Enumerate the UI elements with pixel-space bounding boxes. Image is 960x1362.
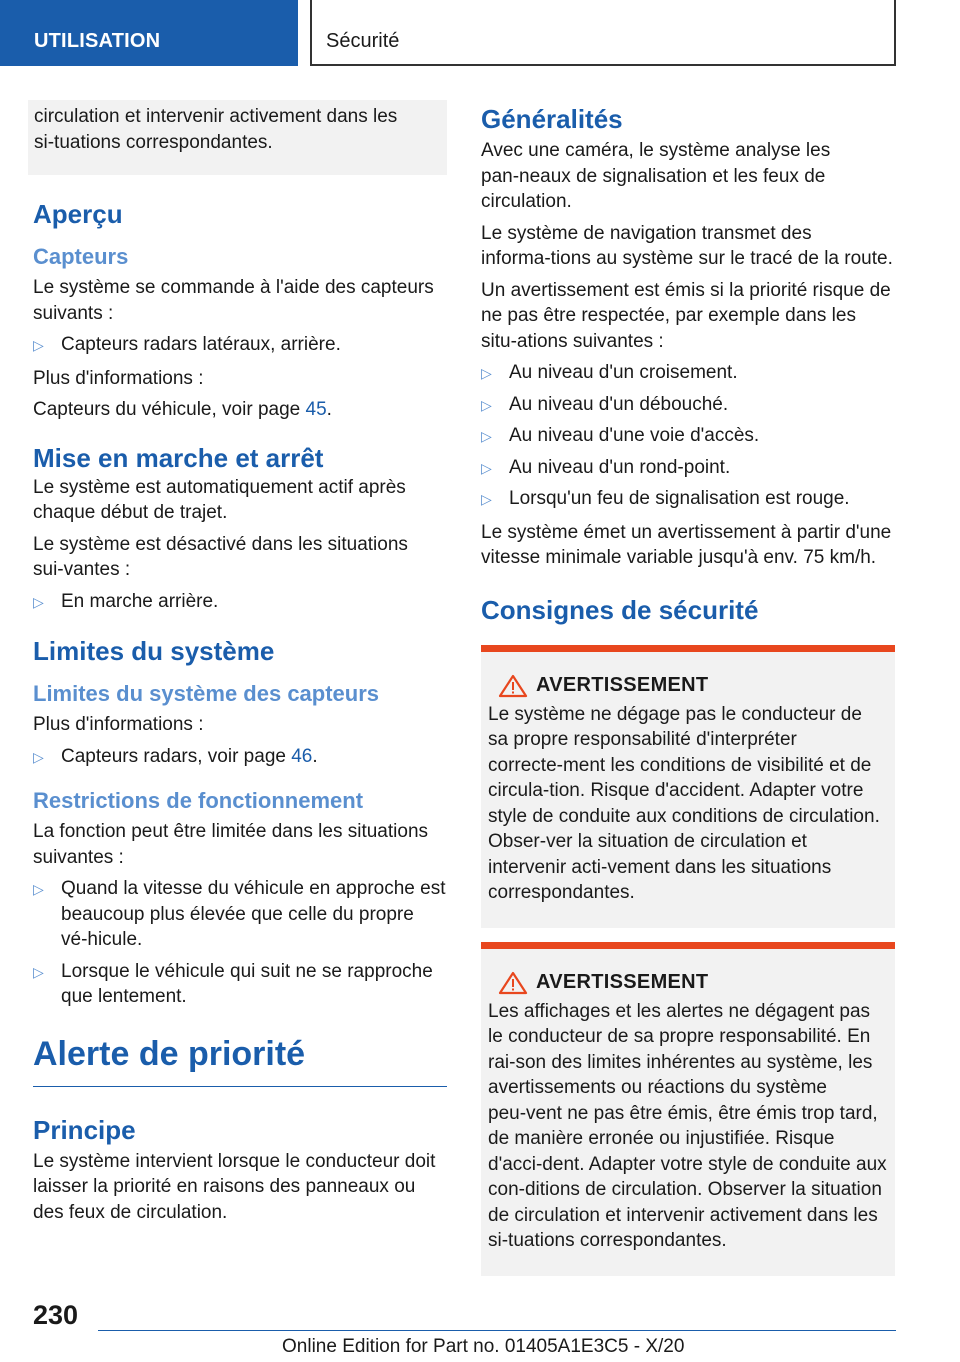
heading-limites: Limites du système bbox=[33, 636, 275, 666]
capteurs-list bbox=[33, 332, 447, 358]
generalites-p3: Un avertissement est émis si la priorité risque de ne pas être respectée, par exemple dans les situ‑ations suivantes : bbox=[481, 279, 891, 352]
warning-box-1 bbox=[481, 645, 895, 928]
triangle-bullet-icon: ▷ bbox=[33, 593, 44, 610]
restrictions-list bbox=[33, 876, 447, 1010]
list-item: ▷ Au niveau d'un rond-point. bbox=[481, 455, 895, 481]
triangle-bullet-icon: ▷ bbox=[33, 337, 44, 353]
list-item: ▷ Lorsqu'un feu de signalisation est rouge. bbox=[481, 486, 895, 512]
warning-text: Les affichages et les alertes ne dégagent pas le conducteur de sa propre responsabilité. En rai‑son des limites inhérentes au système, les avertissements ou réactions du système peu‑vent ne pas être émis, être émis trop tard, de manière erronée ou injustifiée. Risque d'acci‑dent. Adapter votre style de conduite aux con‑ditions de circulation. Observer la situation de circulation et intervenir activement dans les si‑tuations correspondantes. bbox=[488, 1000, 887, 1251]
more-info-text: Plus d'informations : bbox=[33, 367, 204, 389]
warning-triangle-icon bbox=[498, 971, 528, 995]
heading-apercu: Aperçu bbox=[33, 199, 123, 229]
limites-more-info: Plus d'informations : bbox=[33, 714, 204, 735]
heading-mise-en-marche: Mise en marche et arrêt bbox=[33, 442, 324, 473]
heading-generalites: Généralités bbox=[481, 104, 623, 134]
warning-title: AVERTISSEMENT bbox=[536, 674, 709, 696]
continued-warning-box bbox=[28, 100, 447, 175]
page-number: 230 bbox=[33, 1300, 79, 1330]
list-item: ▷ En marche arrière. bbox=[33, 589, 447, 615]
mise-en-marche-list bbox=[33, 589, 447, 615]
heading-capteurs: Capteurs bbox=[33, 244, 129, 269]
footer-divider bbox=[98, 1330, 896, 1331]
heading-principe: Principe bbox=[33, 1114, 136, 1145]
header-section-tab bbox=[0, 0, 298, 66]
left-column bbox=[33, 100, 447, 1231]
generalites-p4: Le système émet un avertissement à partir d'une vitesse minimale variable jusqu'à env. 75 km/h. bbox=[481, 521, 892, 568]
right-column bbox=[481, 100, 895, 1290]
triangle-bullet-icon: ▷ bbox=[33, 881, 44, 897]
warning-title: AVERTISSEMENT bbox=[536, 971, 709, 993]
triangle-bullet-icon: ▷ bbox=[481, 428, 492, 444]
triangle-bullet-icon: ▷ bbox=[481, 365, 492, 381]
page-link-45[interactable]: 45 bbox=[305, 399, 327, 420]
header-chapter-label: Sécurité bbox=[326, 30, 400, 52]
list-item: ▷ Au niveau d'un débouché. bbox=[481, 392, 895, 418]
generalites-p2: Le système de navigation transmet des informa‑tions au système sur le tracé de la route. bbox=[481, 222, 893, 269]
header-section-label: UTILISATION bbox=[34, 30, 161, 52]
heading-alerte-priorite: Alerte de priorité bbox=[33, 1032, 447, 1087]
principe-text: Le système intervient lorsque le conducteur doit laisser la priorité en raisons des panneaux ou des feux de circulation. bbox=[33, 1150, 436, 1223]
triangle-bullet-icon: ▷ bbox=[33, 963, 44, 980]
triangle-bullet-icon: ▷ bbox=[481, 396, 492, 413]
warning-box-2 bbox=[481, 942, 895, 1276]
mise-en-marche-p1: Le système est automatiquement actif après chaque début de trajet. bbox=[33, 476, 406, 523]
heading-consignes: Consignes de sécurité bbox=[481, 594, 759, 625]
list-item: ▷ Capteurs radars latéraux, arrière. bbox=[33, 332, 447, 358]
triangle-bullet-icon: ▷ bbox=[33, 748, 44, 765]
heading-restrictions: Restrictions de fonctionnement bbox=[33, 788, 364, 813]
page-reference: Capteurs du véhicule, voir page 45. bbox=[33, 399, 332, 420]
continued-text: circulation et intervenir activement dans les si‑tuations correspondantes. bbox=[34, 106, 398, 153]
generalites-p1: Avec une caméra, le système analyse les pan‑neaux de signalisation et les feux de circulation. bbox=[481, 140, 831, 212]
list-item: ▷ Au niveau d'un croisement. bbox=[481, 360, 895, 386]
list-item: ▷ Quand la vitesse du véhicule en approche est beaucoup plus élevée que celle du propre vé‑hicule. bbox=[33, 878, 446, 950]
warning-triangle-icon bbox=[498, 674, 528, 698]
warning-header bbox=[488, 674, 887, 698]
generalites-list bbox=[481, 360, 895, 512]
mise-en-marche-p2: Le système est désactivé dans les situations sui‑vantes : bbox=[33, 533, 408, 580]
warning-text: Le système ne dégage pas le conducteur de sa propre responsabilité d'interpréter correcte‑ment les conditions de visibilité et de circula‑tion. Risque d'accident. Adapter votre style de conduite aux conditions de circulation. Obser‑ver la situation de circulation et intervenir acti‑vement dans les situations correspondantes. bbox=[488, 703, 880, 903]
triangle-bullet-icon: ▷ bbox=[481, 491, 492, 507]
warning-header bbox=[488, 971, 887, 995]
capteurs-text: Le système se commande à l'aide des capteurs suivants : bbox=[33, 277, 434, 324]
list-item: ▷ Lorsque le véhicule qui suit ne se rapproche que lentement. bbox=[33, 960, 433, 1007]
limites-list bbox=[33, 744, 447, 770]
triangle-bullet-icon: ▷ bbox=[481, 459, 492, 476]
heading-limites-capteurs: Limites du système des capteurs bbox=[33, 681, 380, 706]
restrictions-text: La fonction peut être limitée dans les situations suivantes : bbox=[33, 821, 429, 868]
page-link-46[interactable]: 46 bbox=[291, 745, 313, 767]
list-item: ▷ Au niveau d'une voie d'accès. bbox=[481, 423, 895, 449]
footer-edition: Online Edition for Part no. 01405A1E3C5 - X/20 bbox=[282, 1336, 685, 1357]
list-item: ▷ Capteurs radars, voir page 46. bbox=[33, 744, 447, 770]
header-chapter-box bbox=[310, 0, 896, 66]
